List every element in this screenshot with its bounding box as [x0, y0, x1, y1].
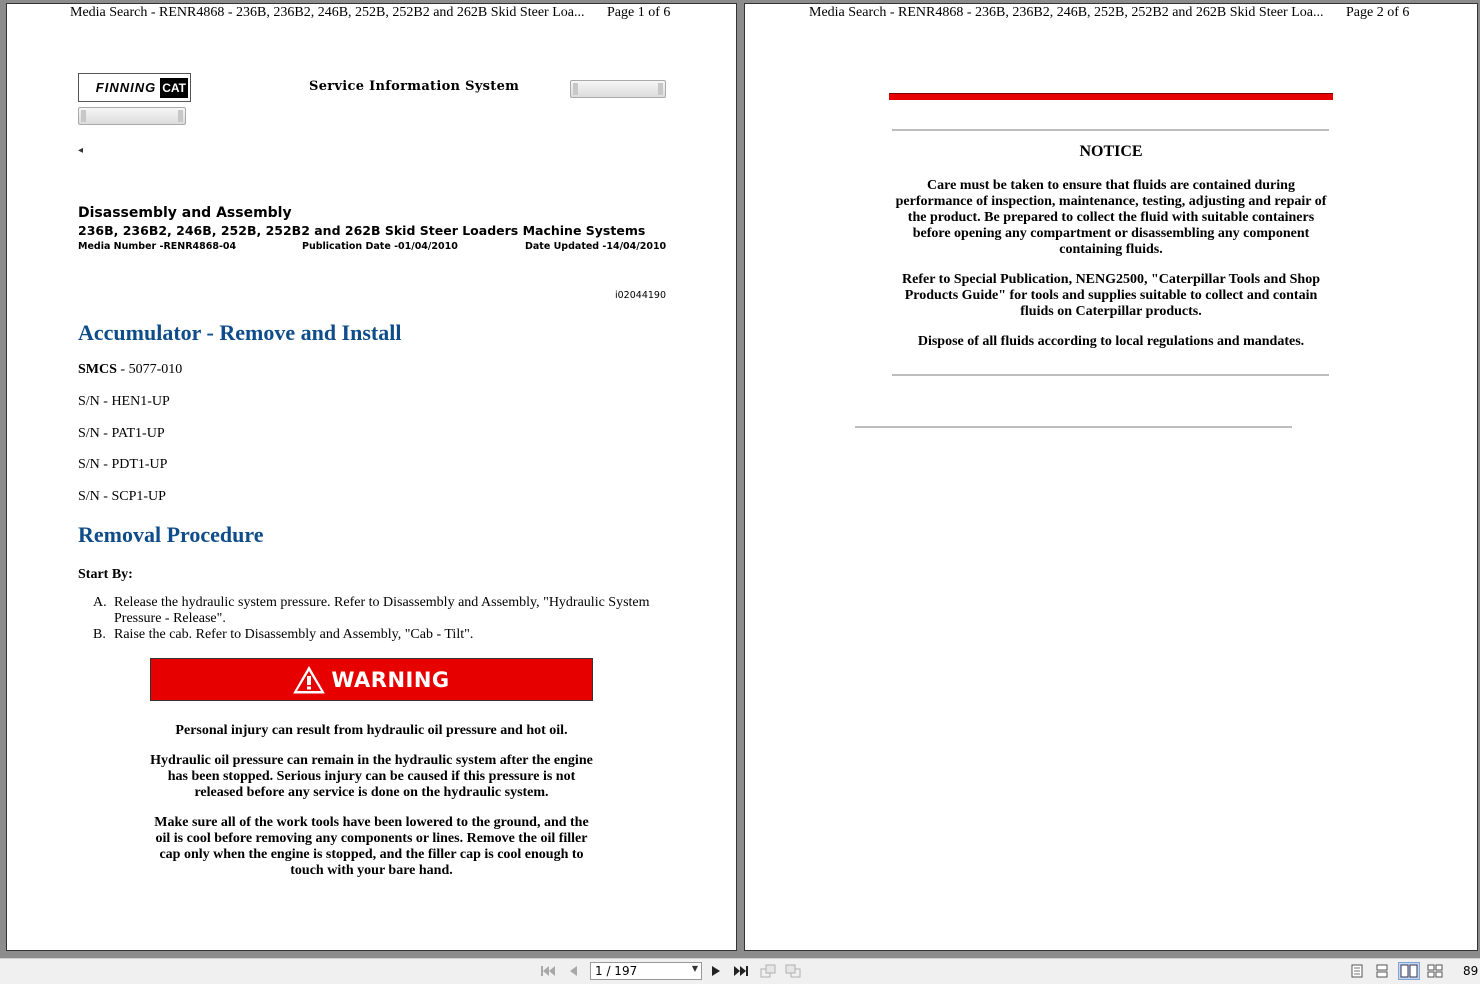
single-page-view-icon[interactable] — [1347, 962, 1367, 980]
next-page-icon[interactable] — [706, 962, 726, 980]
warning-paragraph: Make sure all of the work tools have been lowered to the ground, and the oil is cool before removing any components or lines. Remove the oil filler cap only when the engine is stopped, and the filler cap is cool enough to touch with your bare hand. — [154, 815, 589, 878]
page-header-title: Media Search - RENR4868 - 236B, 236B2, 246B, 252B, 252B2 and 262B Skid Steer Loa... — [809, 5, 1324, 20]
warning-triangle-icon — [293, 666, 325, 694]
zoom-level[interactable]: 89 — [1463, 964, 1479, 978]
removal-procedure-heading: Removal Procedure — [78, 522, 264, 547]
pdf-page-1 — [6, 3, 737, 951]
smcs-label: SMCS — [78, 362, 117, 377]
continuous-view-icon[interactable] — [1372, 962, 1392, 980]
step-list — [93, 595, 683, 643]
serial-number: S/N - PAT1-UP — [78, 426, 165, 441]
back-arrow-icon[interactable]: ◂ — [78, 145, 84, 156]
smcs-code — [78, 362, 182, 378]
notice-paragraph: Dispose of all fluids according to local regulations and mandates. — [917, 334, 1305, 349]
document-subtitle: 236B, 236B2, 246B, 252B, 252B2 and 262B Skid Steer Loaders Machine Systems — [78, 223, 646, 238]
divider — [892, 374, 1329, 376]
finning-cat-logo — [78, 73, 191, 102]
logo-cat-text: CAT — [160, 78, 188, 98]
two-page-continuous-view-icon[interactable] — [1425, 962, 1445, 980]
rotate-right-icon[interactable] — [783, 962, 803, 980]
list-item — [93, 595, 683, 627]
serial-number: S/N - PDT1-UP — [78, 457, 168, 472]
list-item — [93, 627, 683, 643]
page-header-number: Page 1 of 6 — [607, 5, 671, 20]
document-title: Disassembly and Assembly — [78, 205, 292, 221]
serial-number: S/N - SCP1-UP — [78, 489, 166, 504]
step-letter: A. — [93, 595, 107, 610]
first-page-icon[interactable] — [538, 962, 558, 980]
chevron-down-icon: ▼ — [691, 964, 698, 973]
logo-finning-text: FINNING — [95, 80, 157, 95]
notice-paragraph: Refer to Special Publication, NENG2500, "Caterpillar Tools and Shop Products Guide" for tools and supplies suitable to collect and contain fluids on Caterpillar products. — [902, 272, 1320, 319]
form-button-placeholder[interactable] — [78, 107, 186, 125]
date-updated: Date Updated -14/04/2010 — [525, 241, 667, 252]
page-header-title: Media Search - RENR4868 - 236B, 236B2, 246B, 252B, 252B2 and 262B Skid Steer Loa... — [70, 5, 585, 20]
rotate-left-icon[interactable] — [758, 962, 778, 980]
publication-date: Publication Date -01/04/2010 — [302, 241, 458, 252]
warning-paragraph: Personal injury can result from hydraulic oil pressure and hot oil. — [175, 723, 568, 738]
smcs-value: - 5077-010 — [116, 362, 183, 377]
warning-label: WARNING — [331, 667, 450, 692]
notice-red-bar — [889, 93, 1333, 100]
notice-title: NOTICE — [1079, 143, 1143, 160]
start-by-label: Start By: — [78, 567, 133, 582]
two-page-view-icon[interactable] — [1398, 962, 1420, 980]
reference-id: i02044190 — [615, 290, 666, 301]
page-header-number: Page 2 of 6 — [1346, 5, 1410, 20]
step-text: Release the hydraulic system pressure. Refer to Disassembly and Assembly, "Hydraulic System Pressure - Release". — [114, 595, 650, 626]
page-number-select[interactable] — [590, 962, 702, 980]
step-letter: B. — [93, 627, 106, 642]
notice-paragraph: Care must be taken to ensure that fluids are contained during performance of inspection, maintenance, testing, adjusting and repair of the product. Be prepared to collect the fluid with suitable containers before opening any compartment or disassembling any component containing fluids. — [895, 178, 1327, 257]
step-text: Raise the cab. Refer to Disassembly and Assembly, "Cab - Tilt". — [114, 627, 474, 642]
previous-page-icon[interactable] — [563, 962, 583, 980]
last-page-icon[interactable] — [731, 962, 751, 980]
media-number: Media Number -RENR4868-04 — [78, 241, 237, 252]
form-button-placeholder[interactable] — [570, 80, 666, 98]
pdf-page-2 — [744, 3, 1478, 951]
sis-title: Service Information System — [309, 79, 520, 94]
pdf-viewer-toolbar — [0, 958, 1480, 984]
serial-number: S/N - HEN1-UP — [78, 394, 170, 409]
warning-banner — [150, 658, 593, 701]
divider — [892, 129, 1329, 131]
warning-paragraph: Hydraulic oil pressure can remain in the hydraulic system after the engine has been stopped. Serious injury can be caused if this pressure is not released before any service is done on the hydraulic system. — [150, 753, 593, 800]
procedure-heading: Accumulator - Remove and Install — [78, 320, 402, 345]
page-number-value: 1 / 197 — [595, 964, 638, 978]
divider — [855, 426, 1292, 428]
